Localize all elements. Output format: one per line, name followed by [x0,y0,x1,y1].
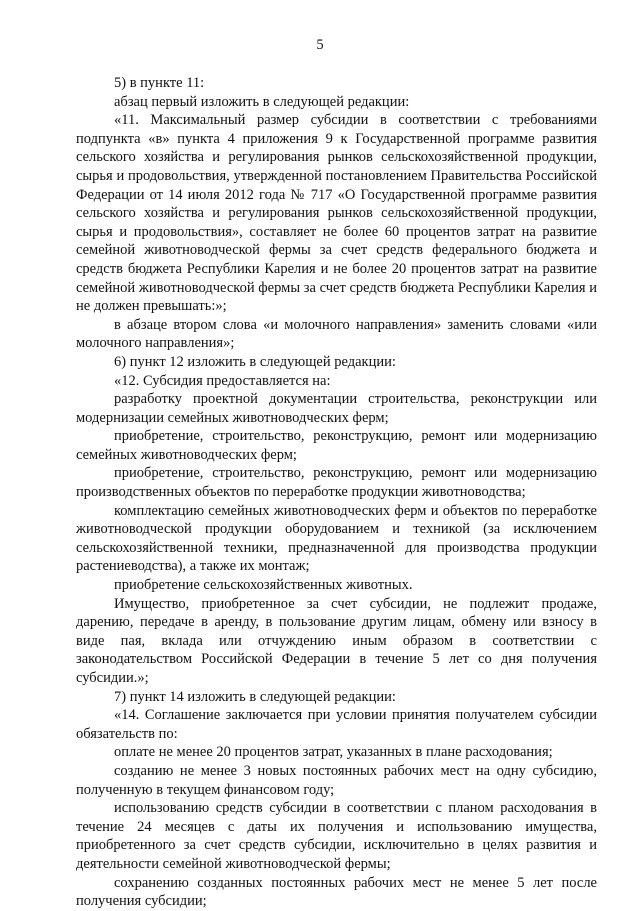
paragraph: оплате не менее 20 процентов затрат, указанных в плане расходования; [114,744,553,761]
paragraph: абзац первый изложить в следующей редакции: [114,93,410,110]
paragraph: приобретение, строительство, реконструкцию, ремонт или модернизацию производственных объектов по переработке продукции животноводства; [76,465,597,501]
paragraph: «12. Субсидия предоставляется на: [114,372,331,389]
paragraph: использованию средств субсидии в соответствии с планом расходования в течение 24 месяцев с даты их получения и использованию имущества, приобретенного за счет средств субсидии, исключительно в целях развития и деятельности семейной животноводческой фермы; [76,800,597,872]
paragraph: «11. Максимальный размер субсидии в соответствии с требованиями подпункта «в» пункта 4 приложения 9 к Государственной программе развития сельского хозяйства и регулирования рынков сельскохозяйственной продукции, сырья и продовольствия, утвержденной постановлением Правительства Российской Федерации от 14 июля 2012 года № 717 «О Государственной программе развития сельского хозяйства и регулирования рынков сельскохозяйственной продукции, сырья и продовольствия», составляет не более 60 процентов затрат на развитие семейной животноводческой фермы за счет средств федерального бюджета и средств бюджета Республики Карелия и не более 20 процентов затрат на развитие семейной животноводческой фермы за счет средств бюджета Республики Карелия и не должен превышать:»; [76,112,597,315]
paragraph: «14. Соглашение заключается при условии принятия получателем субсидии обязательств по: [76,707,597,742]
paragraph: приобретение, строительство, реконструкцию, ремонт или модернизацию семейных животноводческих ферм; [76,428,597,463]
paragraph: сохранению созданных постоянных рабочих мест не менее 5 лет после получения субсидии; [76,874,597,910]
paragraph: Имущество, приобретенное за счет субсидии, не подлежит продаже, дарению, передаче в аренду, в пользование другим лицам, обмену или взносу в виде пая, вклада или отчуждению иным образом в соответствии с законодательством Российской Федерации в течение 5 лет со дня получения субсидии.»; [76,595,597,686]
paragraph: комплектацию семейных животноводческих ферм и объектов по переработке животноводческой продукции оборудованием и техникой (за исключением сельскохозяйственной техники, предназначенной для производства продукции растениеводства), а также их монтаж; [76,502,597,575]
paragraph: 7) пункт 14 изложить в следующей редакции: [114,688,396,705]
paragraph: в абзаце втором слова «и молочного направления» заменить словами «или молочного направления»; [76,316,597,352]
paragraph: 5) в пункте 11: [114,75,205,91]
paragraph: разработку проектной документации строительства, реконструкции или модернизации семейных животноводческих ферм; [76,391,597,426]
paragraph: 6) пункт 12 изложить в следующей редакции: [114,353,396,370]
page-number: 5 [316,37,324,53]
paragraph: приобретение сельскохозяйственных животных. [114,577,413,594]
paragraph: созданию не менее 3 новых постоянных рабочих мест на одну субсидию, полученную в текущем финансовом году; [76,762,597,798]
document-body [76,74,597,911]
